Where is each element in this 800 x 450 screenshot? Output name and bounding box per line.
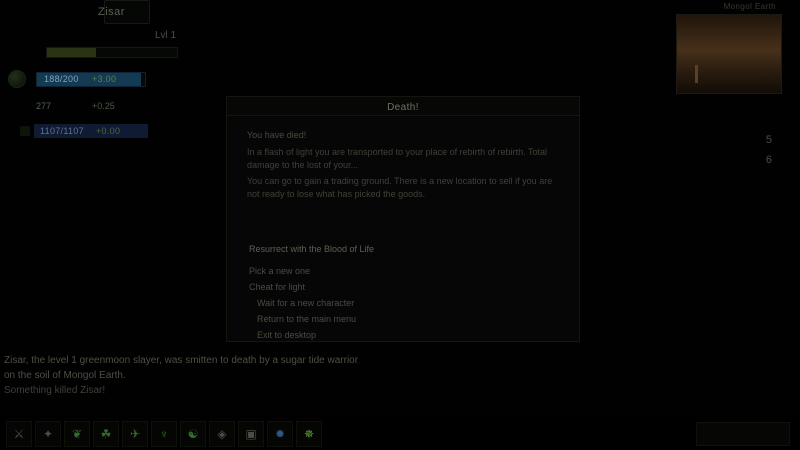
side-counter-first: 5 (765, 134, 772, 146)
hotbar-slot[interactable]: ✈ (122, 421, 148, 447)
health-orb-icon (8, 70, 26, 88)
minimap-title: Mongol Earth (723, 2, 776, 11)
hotbar-slot[interactable]: ▣ (238, 421, 264, 447)
side-counters (766, 130, 772, 170)
character-name: Zisar (98, 6, 125, 18)
death-option-resurrect[interactable]: Resurrect with the Blood of Life (249, 244, 375, 254)
mana-orb-icon (20, 126, 30, 136)
hotbar-slot[interactable]: ♆ (151, 421, 177, 447)
character-panel (0, 0, 220, 150)
death-dialog (226, 96, 580, 342)
experience-bar (46, 47, 178, 58)
hotbar-slot[interactable]: ✦ (35, 421, 61, 447)
hotbar-slot[interactable]: ◈ (209, 421, 235, 447)
hotbar (0, 416, 800, 450)
chat-line: on the soil of Mongol Earth. (4, 370, 126, 381)
stat-regen: +0.25 (92, 101, 115, 111)
hotbar-slot[interactable]: ⚔ (6, 421, 32, 447)
hotbar-slot[interactable]: ❦ (64, 421, 90, 447)
side-counter-second: 6 (765, 154, 772, 166)
stat-value: 277 (36, 101, 52, 111)
death-option-exit-desktop[interactable]: Exit to desktop (257, 330, 317, 340)
hotbar-slot[interactable]: ☘ (93, 421, 119, 447)
death-dialog-options (247, 241, 561, 343)
death-dialog-paragraph: In a flash of light you are transported to your place of rebirth of rebirth. Total damage to the lost of your... (247, 147, 548, 170)
health-regen: +3.00 (92, 74, 117, 84)
death-option-cheat-light[interactable]: Cheat for light (249, 282, 306, 292)
death-dialog-subtitle: You have died! (247, 130, 307, 140)
death-dialog-paragraph: You can go to gain a trading ground. There is a new location to sell if you are not ready to lose what has picked the goods. (247, 176, 553, 199)
hotbar-slot[interactable]: ✵ (296, 421, 322, 447)
mana-value: 1107/1107 (40, 126, 84, 136)
chat-line: Zisar, the level 1 greenmoon slayer, was smitten to death by a sugar tide warrior (4, 355, 359, 366)
hotbar-slot[interactable]: ☯ (180, 421, 206, 447)
hotbar-slot[interactable]: ✹ (267, 421, 293, 447)
death-dialog-body (227, 116, 579, 343)
character-level: Lvl 1 (155, 30, 177, 41)
death-dialog-title: Death! (387, 102, 419, 113)
death-option-pick-new[interactable]: Pick a new one (249, 266, 311, 276)
death-dialog-title-bar (227, 97, 579, 116)
health-value: 188/200 (44, 74, 79, 84)
death-option-main-menu[interactable]: Return to the main menu (257, 314, 357, 324)
mana-extra: +0.00 (96, 126, 121, 136)
minimap[interactable] (676, 14, 782, 94)
hotbar-slots (6, 421, 322, 447)
chat-log (4, 353, 524, 398)
hotbar-side-panel[interactable] (696, 422, 790, 446)
chat-line: Something killed Zisar! (4, 385, 106, 396)
death-option-wait-new-character[interactable]: Wait for a new character (257, 298, 355, 308)
